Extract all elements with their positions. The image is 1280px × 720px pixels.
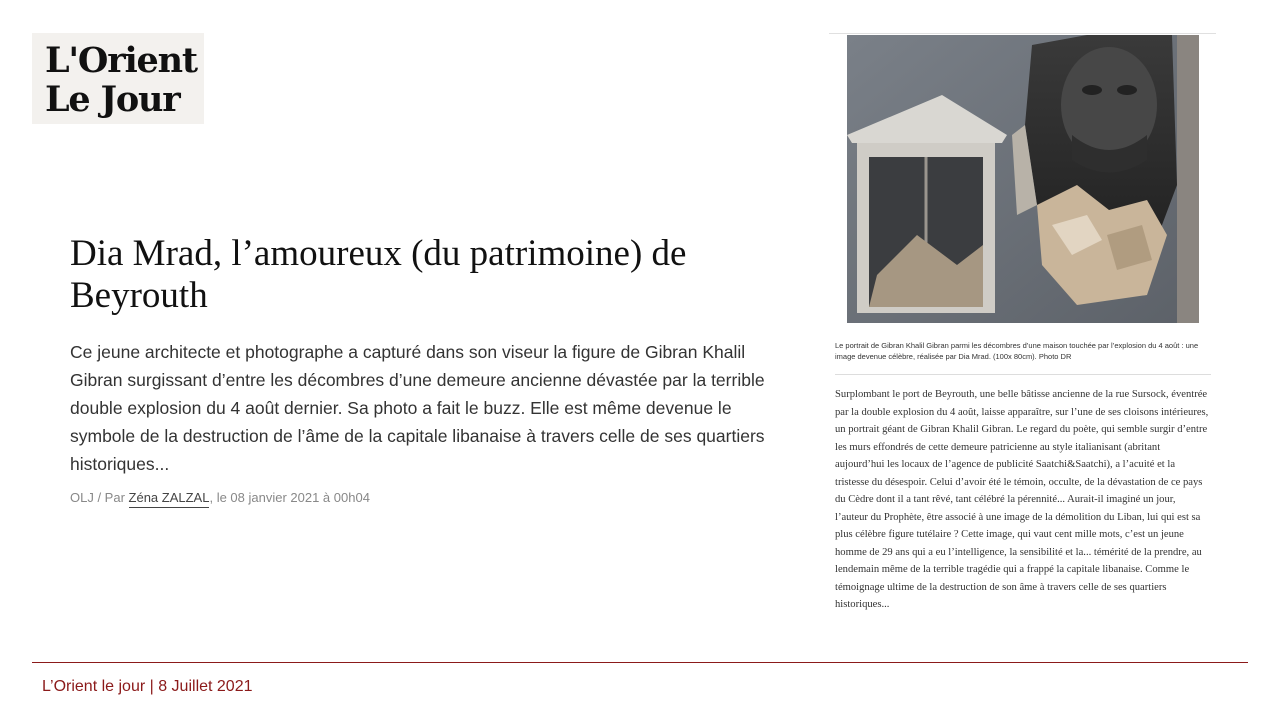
article-body: Surplombant le port de Beyrouth, une belle bâtisse ancienne de la rue Sursock, éventrée par la double explosion du 4 août, laisse apparaître, sur l’une de ses cloisons intérieures, un portrait géant de Gibran Khalil Gibran. Le regard du poète, qui semble surgir d’entre les murs effondrés de cette demeure patricienne au style italianisant (abritant aujourd’hui les locaux de l’agence de publicité Saatchi&Saatchi), a l’acuité et la tristesse du désespoir. Celui d’avoir été le témoin, occulte, de la dévastation de ce pays du Cèdre dont il a tant rêvé, tant célébré la pérennité... Aurait-il imaginé un jour, l’auteur du Prophète, être associé à une image de la démolition du Liban, lui qui est sa plus célèbre figure tutélaire ? Cette image, qui vaut cent mille mots, c’est un jeune homme de 29 ans qui a eu l’intelligence, la sensibilité et la... témérité de la prendre, au lendemain même de la terrible tragédie qui a frappé la capitale libanaise. Comme le témoignage ultime de la destruction de son âme à travers celle de ses quartiers historiques... [835,389,1209,610]
article-byline [70,490,370,505]
footer-source: L’Orient le jour | 8 Juillet 2021 [42,678,253,695]
logo-line-2: Le Jour [45,79,180,120]
portrait-eye-right [1117,85,1137,95]
photo-top-rule [829,33,1216,34]
byline-date: , le 08 janvier 2021 à 00h04 [209,490,370,505]
article-photo [847,35,1199,323]
caption-divider [835,374,1211,375]
article-headline: Dia Mrad, l’amoureux (du patrimoine) de Beyrouth [70,233,687,316]
right-pillar [1177,35,1199,323]
byline-prefix: OLJ / Par [70,490,129,505]
photo-illustration [847,35,1199,323]
newspaper-logo[interactable] [32,33,204,124]
photo-caption: Le portrait de Gibran Khalil Gibran parmi les décombres d’une maison touchée par l’explosion du 4 août : une image devenue célèbre, réalisée par Dia Mrad. (100x 80cm). Photo DR [835,341,1199,361]
author-link[interactable]: Zéna ZALZAL [129,490,210,508]
logo-line-1: L'Orient [45,40,197,81]
article-lede: Ce jeune architecte et photographe a capturé dans son viseur la figure de Gibran Khalil Gibran surgissant d’entre les décombres d’une demeure ancienne dévastée par la terrible double explosion du 4 août dernier. Sa photo a fait le buzz. Elle est même devenue le symbole de la destruction de l’âme de la capitale libanaise à travers celle de ses quartiers historiques... [70,342,765,474]
portrait-eye-left [1082,85,1102,95]
footer-rule [32,662,1248,663]
